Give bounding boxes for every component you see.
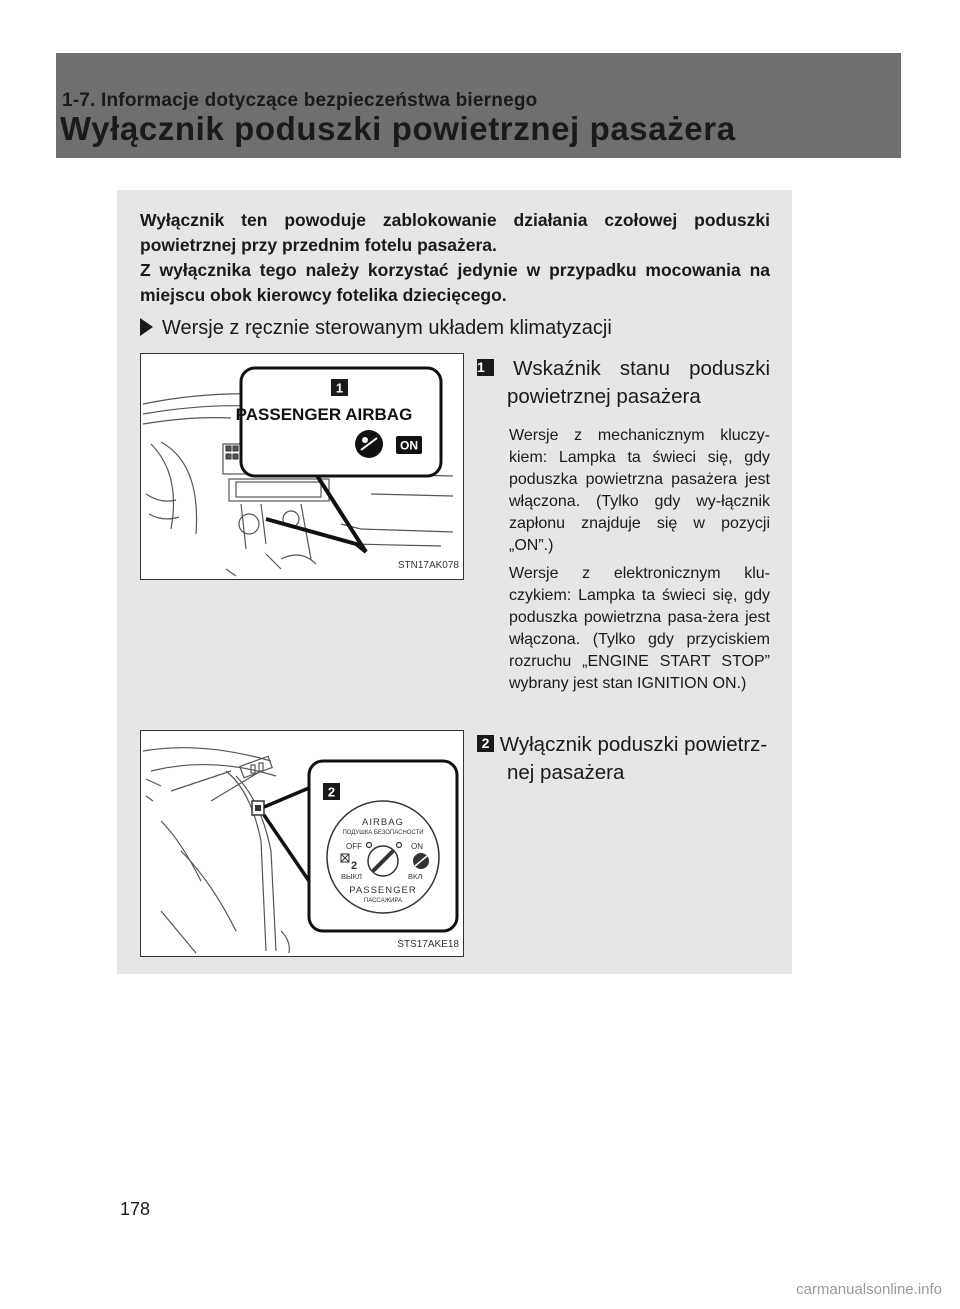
item-1-title-line2: powietrznej pasażera	[507, 385, 701, 408]
watermark: carmanualsonline.info	[796, 1281, 942, 1298]
version-heading	[140, 317, 612, 340]
switch-bottom-label: PASSENGER	[349, 885, 417, 896]
switch-top-label: AIRBAG	[362, 817, 404, 828]
item-1-number: 1	[477, 359, 494, 376]
intro-text	[140, 208, 770, 308]
item-2-title-line2: nej pasażera	[507, 761, 625, 784]
figure2-callout-number: 2	[327, 784, 336, 800]
switch-illustration	[141, 731, 463, 956]
page-title: Wyłącznik poduszki powietrznej pasażera	[60, 110, 736, 147]
svg-text:2: 2	[351, 860, 358, 872]
item-2-number: 2	[477, 735, 494, 752]
switch-off-label: OFF	[346, 842, 362, 851]
dashboard-illustration	[141, 354, 463, 579]
figure1-on-badge: ON	[400, 438, 418, 453]
figure-dashboard-indicator	[140, 353, 464, 580]
figure1-callout-number: 1	[335, 380, 344, 396]
item-2-title	[477, 731, 770, 787]
switch-top-label-ru: ПОДУШКА БЕЗОПАСНОСТИ	[342, 830, 424, 836]
switch-bottom-label-ru: ПАССАЖИРА	[363, 898, 403, 904]
airbag-on-icon	[413, 853, 429, 869]
figure2-code: STS17AKE18	[397, 939, 459, 950]
figure1-panel-label: PASSENGER AIRBAG	[235, 405, 413, 424]
item-1-desc-mechanical-key: Wersje z mechanicznym kluczy-kiem: Lampka ta świeci się, gdy poduszka powietrzna pasażera jest włączona. (Tylko gdy wy-łącznik zapłonu znajduje się w pozycji „ON”.)	[509, 427, 770, 554]
version-label: Wersje z ręcznie sterowanym układem klimatyzacji	[162, 317, 612, 339]
arrow-right-icon	[140, 318, 153, 336]
figure-airbag-switch	[140, 730, 464, 957]
section-title: 1-7. Informacje dotyczące bezpieczeństwa biernego	[62, 90, 538, 111]
item-1-title-line1: Wskaźnik stanu poduszki	[513, 357, 770, 380]
intro-line-2: Z wyłącznika tego należy korzystać jedynie w przypadku mocowania na miejscu obok kierowcy fotelika dziecięcego.	[140, 260, 770, 305]
item-1-desc-electronic-key: Wersje z elektronicznym klu-czykiem: Lampka ta świeci się, gdy poduszka powietrzna pasa-żera jest włączona. (Tylko gdy przyciskiem rozruchu „ENGINE START STOP” wybrany jest stan IGNITION ON.)	[509, 565, 770, 692]
switch-on-label: ON	[411, 842, 423, 851]
figure1-code: STN17AK078	[397, 560, 459, 571]
switch-off-label-ru: ВЫКЛ	[341, 872, 362, 881]
switch-on-label-ru: ВКЛ	[408, 872, 423, 881]
intro-line-1: Wyłącznik ten powoduje zablokowanie działania czołowej poduszki powietrznej przy przednim fotelu pasażera.	[140, 210, 770, 255]
item-1-title	[477, 355, 770, 411]
page-number: 178	[120, 1199, 151, 1219]
item-2-title-line1: Wyłącznik poduszki powietrz-	[499, 733, 768, 756]
